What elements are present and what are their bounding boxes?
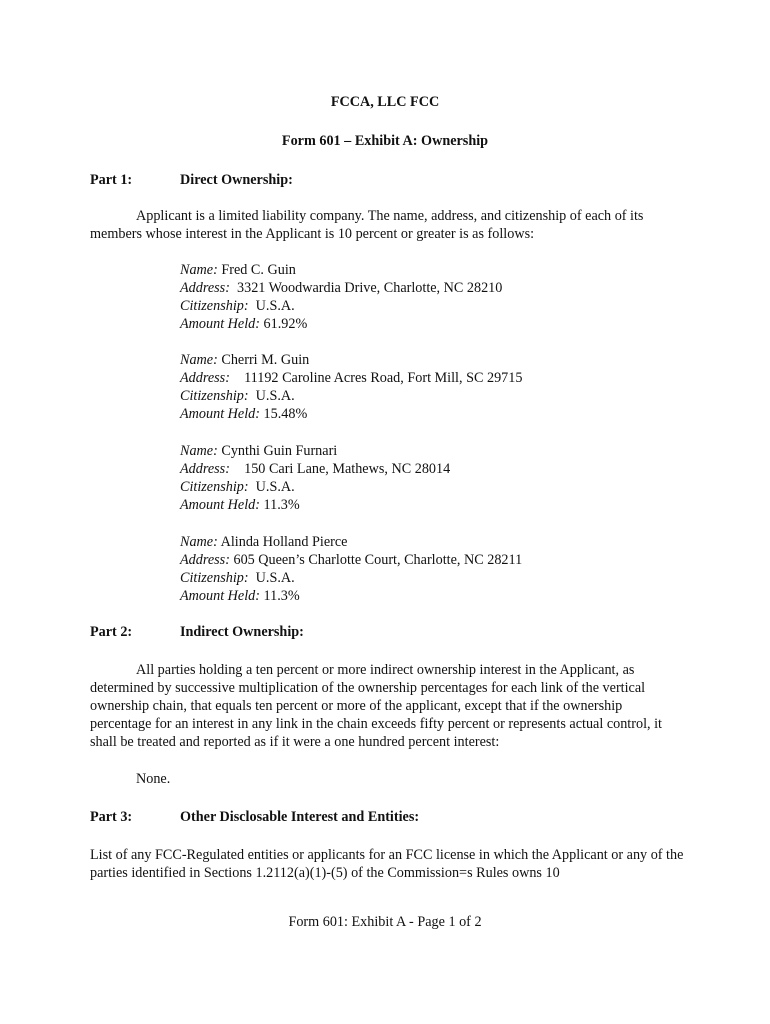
member-citizenship: U.S.A. [255, 570, 295, 586]
member-citizenship: U.S.A. [255, 388, 295, 404]
member-address: 3321 Woodwardia Drive, Charlotte, NC 28210 [237, 280, 503, 296]
part3-number: Part 3: [90, 809, 133, 825]
member-entry [180, 261, 502, 333]
member-entry [180, 533, 522, 605]
amount-label: Amount Held: [180, 497, 260, 513]
name-label: Name: [180, 534, 218, 550]
page-footer: Form 601: Exhibit A - Page 1 of 2 [288, 914, 482, 930]
member-citizenship: U.S.A. [255, 479, 295, 495]
citizenship-label: Citizenship: [180, 388, 249, 404]
name-label: Name: [180, 443, 218, 459]
member-entry [180, 442, 450, 514]
member-name: Cherri M. Guin [221, 352, 310, 368]
part3-body: List of any FCC-Regulated entities or applicants for an FCC license in which the Applicant or any of the parties identified in Sections 1.2112(a)(1)-(5) of the Commission=s Rules owns 10 [90, 847, 684, 881]
member-amount: 11.3% [263, 588, 300, 604]
member-amount: 15.48% [263, 406, 308, 422]
name-label: Name: [180, 352, 218, 368]
member-address: 150 Cari Lane, Mathews, NC 28014 [244, 461, 451, 477]
name-label: Name: [180, 262, 218, 278]
part1-intro: Applicant is a limited liability company. The name, address, and citizenship of each of its members whose interest in the Applicant is 10 percent or greater is as follows: [90, 208, 644, 242]
member-name: Cynthi Guin Furnari [221, 443, 338, 459]
member-amount: 61.92% [263, 316, 308, 332]
amount-label: Amount Held: [180, 316, 260, 332]
part2-number: Part 2: [90, 624, 133, 640]
part1-heading: Direct Ownership: [180, 172, 293, 188]
address-label: Address: [180, 370, 230, 386]
member-address: 605 Queen’s Charlotte Court, Charlotte, NC 28211 [233, 552, 523, 568]
member-address: 11192 Caroline Acres Road, Fort Mill, SC 29715 [244, 370, 523, 386]
address-label: Address: [180, 461, 230, 477]
part1-number: Part 1: [90, 172, 133, 188]
part2-body: All parties holding a ten percent or more indirect ownership interest in the Applicant, as determined by successive multiplication of the ownership percentages for each link of the vertical ownership chain, that equals ten percent or more of the applicant, except that if the ownership percentage for an interest in any link in the chain exceeds fifty percent or represents actual control, it shall be treated and reported as if it were a one hundred percent interest: [90, 662, 662, 750]
member-amount: 11.3% [263, 497, 300, 513]
part2-none: None. [136, 771, 171, 787]
member-entry [180, 351, 522, 423]
amount-label: Amount Held: [180, 406, 260, 422]
citizenship-label: Citizenship: [180, 479, 249, 495]
member-name: Alinda Holland Pierce [220, 534, 348, 550]
citizenship-label: Citizenship: [180, 298, 249, 314]
member-name: Fred C. Guin [221, 262, 296, 278]
member-citizenship: U.S.A. [255, 298, 295, 314]
address-label: Address: [180, 280, 230, 296]
citizenship-label: Citizenship: [180, 570, 249, 586]
document-title: FCCA, LLC FCC [330, 94, 440, 110]
part2-heading: Indirect Ownership: [180, 624, 304, 640]
document-subtitle: Form 601 – Exhibit A: Ownership [281, 133, 489, 149]
amount-label: Amount Held: [180, 588, 260, 604]
address-label: Address: [180, 552, 230, 568]
part3-heading: Other Disclosable Interest and Entities: [180, 809, 420, 825]
